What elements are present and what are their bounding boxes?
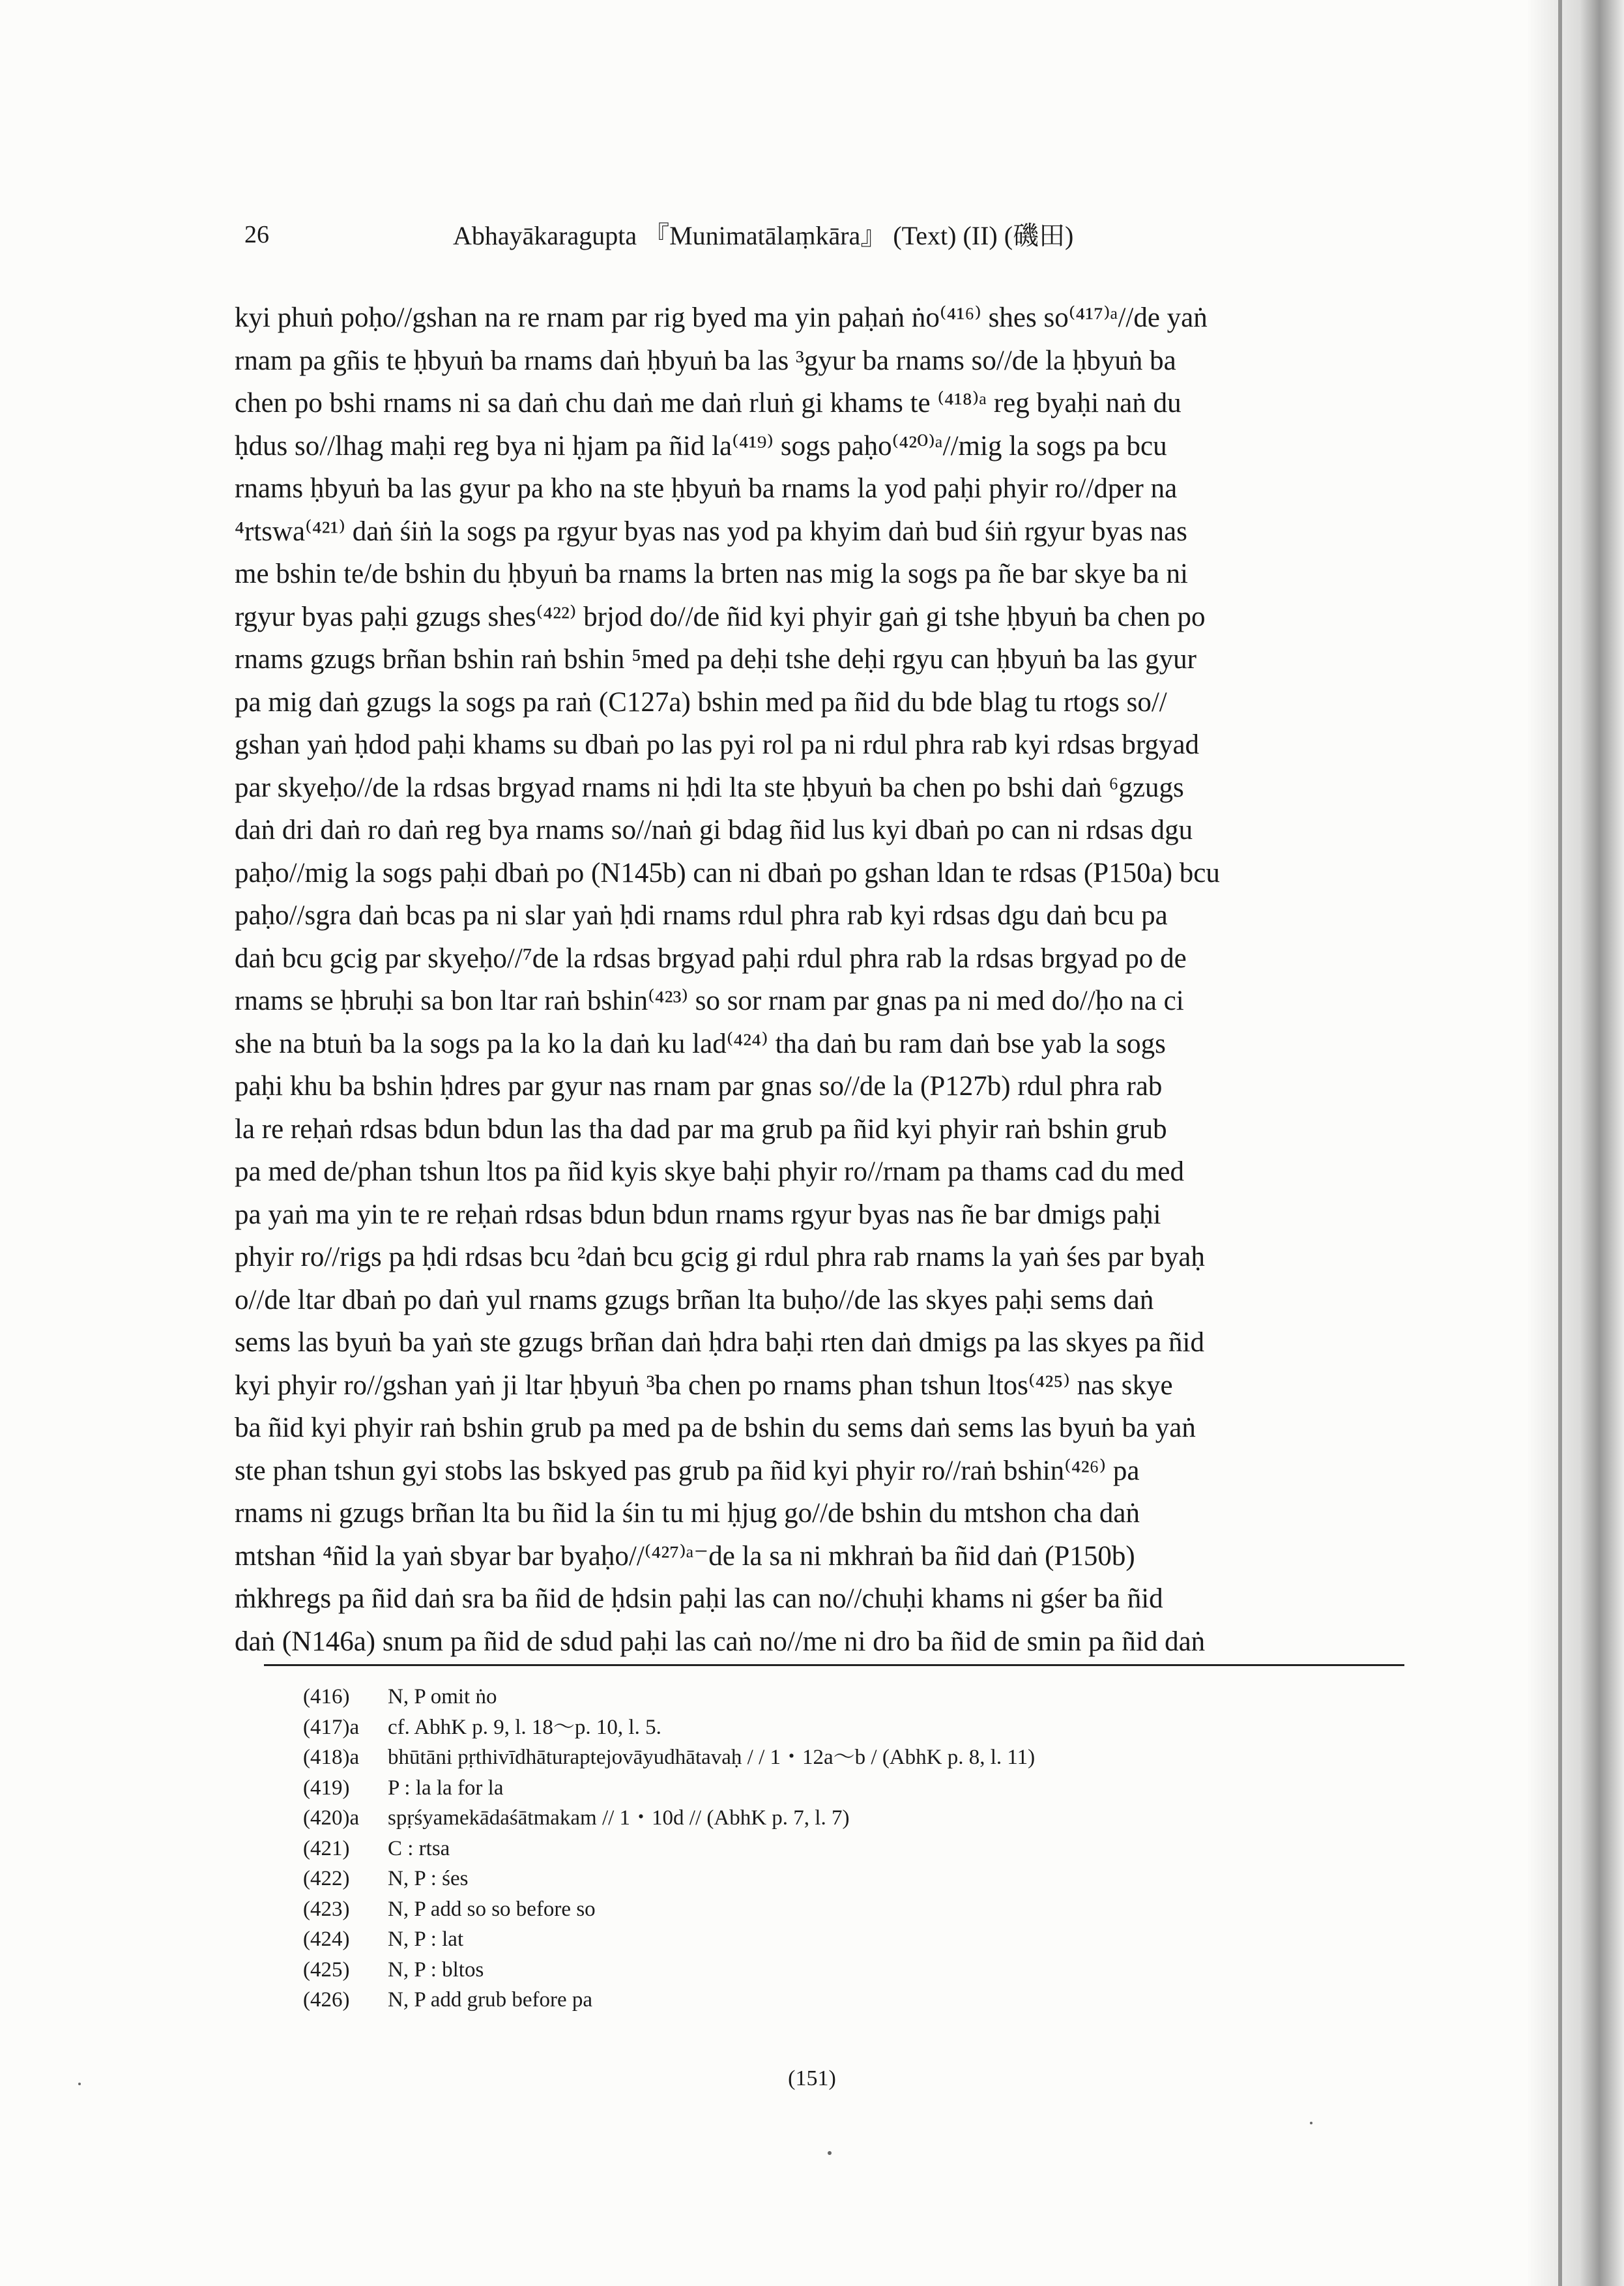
text-line: paḥo//sgra daṅ bcas pa ni slar yaṅ ḥdi rnams rdul phra rab kyi rdsas dgu daṅ bcu pa — [235, 900, 1168, 931]
header-page-number: 26 — [244, 221, 269, 248]
text-line: pa mig daṅ gzugs la sogs pa raṅ (C127a) bshin med pa ñid du bde blag tu rtogs so// — [235, 686, 1167, 718]
footnote — [303, 1924, 1378, 1955]
text-line: rnams ni gzugs brñan lta bu ñid la śin tu mi ḥjug go//de bshin du mtshon cha daṅ — [235, 1498, 1140, 1529]
text-line: pa med de/phan tshun ltos pa ñid kyis skye baḥi phyir ro//rnam pa thams cad du med — [235, 1156, 1184, 1187]
scan-edge-line — [1558, 0, 1562, 2286]
text-line: paḥi khu ba bshin ḥdres par gyur nas rnam par gnas so//de la (P127b) rdul phra rab — [235, 1071, 1163, 1102]
text-line: ste phan tshun gyi stobs las bskyed pas grub pa ñid kyi phyir ro//raṅ bshin⁽⁴²⁶⁾ pa — [235, 1455, 1140, 1486]
footnote-number: (422) — [303, 1867, 350, 1890]
page-header — [244, 220, 1483, 266]
footnote — [303, 1985, 1378, 2015]
text-line: gshan yaṅ ḥdod paḥi khams su dbaṅ po las pyi rol pa ni rdul phra rab kyi rdsas brgyad — [235, 729, 1200, 760]
footnote-text: P : la la for la — [388, 1776, 504, 1800]
footnote-number: (417)a — [303, 1715, 360, 1739]
text-line: chen po bshi rnams ni sa daṅ chu daṅ me daṅ rluṅ gi khams te ⁽⁴¹⁸⁾ᵃ reg byaḥi naṅ du — [235, 388, 1182, 418]
footnote — [303, 1834, 1378, 1864]
text-line: ⁴rtswa⁽⁴²¹⁾ daṅ śiṅ la sogs pa rgyur byas nas yod pa khyim daṅ bud śiṅ rgyur byas nas — [235, 516, 1187, 547]
page-footer — [0, 2066, 1624, 2091]
footnote — [303, 1712, 1378, 1743]
main-text-block — [235, 297, 1395, 1663]
text-line: sems las byuṅ ba yaṅ ste gzugs brñan daṅ ḥdra baḥi rten daṅ dmigs pa las skyes pa ñid — [235, 1327, 1204, 1358]
text-line: ḥdus so//lhag maḥi reg bya ni ḥjam pa ñid la⁽⁴¹⁹⁾ sogs paḥo⁽⁴²⁰⁾ᵃ//mig la sogs pa bcu — [235, 430, 1167, 462]
footnote-number: (416) — [303, 1685, 350, 1708]
text-line: ṁkhregs pa ñid daṅ sra ba ñid de ḥdsin paḥi las can no//chuḥi khams ni gśer ba ñid — [235, 1583, 1163, 1614]
footnote — [303, 1894, 1378, 1925]
footnote — [303, 1955, 1378, 1986]
text-line: rnams gzugs brñan bshin raṅ bshin ⁵med pa deḥi tshe deḥi rgyu can ḥbyuṅ ba las gyur — [235, 644, 1196, 675]
footnote — [303, 1864, 1378, 1894]
footnote-text: spṛśyamekādaśātmakam // 1・10d // (AbhK p. 7, l. 7) — [388, 1806, 850, 1830]
text-line: phyir ro//rigs pa ḥdi rdsas bcu ²daṅ bcu gcig gi rdul phra rab rnams la yaṅ śes par byaḥ — [235, 1242, 1205, 1272]
text-line: rnams se ḥbruḥi sa bon ltar raṅ bshin⁽⁴²³⁾ so sor rnam par gnas pa ni med do//ḥo na ci — [235, 986, 1184, 1016]
text-line: me bshin te/de bshin du ḥbyuṅ ba rnams la brten nas mig la sogs pa ñe bar skye ba ni — [235, 559, 1188, 589]
footnote-number: (419) — [303, 1776, 350, 1800]
footnote-text: N, P : śes — [388, 1867, 469, 1890]
scan-speck — [1310, 2122, 1312, 2124]
footnote-text: bhūtāni pṛthivīdhāturaptejovāyudhātavaḥ / / 1・12a～b / (AbhK p. 8, l. 11) — [388, 1746, 1036, 1769]
text-line: she na btuṅ ba la sogs pa la ko la daṅ ku lad⁽⁴²⁴⁾ tha daṅ bu ram daṅ bse yab la sogs — [235, 1028, 1166, 1059]
footnote-text: cf. AbhK p. 9, l. 18～p. 10, l. 5. — [388, 1715, 661, 1739]
text-line: rnam pa gñis te ḥbyuṅ ba rnams daṅ ḥbyuṅ ba las ³gyur ba rnams so//de la ḥbyuṅ ba — [235, 345, 1176, 376]
footnote-divider — [264, 1664, 1404, 1666]
running-title: Abhayākaragupta 『Munimatālaṃkāra』 (Text) (II) (磯田) — [453, 221, 1074, 250]
footnote-number: (425) — [303, 1957, 350, 1982]
text-line: o//de ltar dbaṅ po daṅ yul rnams gzugs brñan lta buḥo//de las skyes paḥi sems daṅ — [235, 1284, 1154, 1315]
text-line: la re reḥaṅ rdsas bdun bdun las tha dad par ma grub pa ñid kyi phyir raṅ bshin grub — [235, 1113, 1167, 1145]
footnote — [303, 1682, 1378, 1712]
text-line: mtshan ⁴ñid la yaṅ sbyar bar byaḥo//⁽⁴²⁷⁾ᵃ⁻de la sa ni mkhraṅ ba ñid daṅ (P150b) — [235, 1540, 1135, 1572]
text-line: daṅ bcu gcig par skyeḥo//⁷de la rdsas brgyad paḥi rdul phra rab la rdsas brgyad po de — [235, 943, 1187, 974]
text-line: par skyeḥo//de la rdsas brgyad rnams ni ḥdi lta ste ḥbyuṅ ba chen po bshi daṅ ⁶gzugs — [235, 772, 1184, 803]
text-line: pa yaṅ ma yin te re reḥaṅ rdsas bdun bdun rnams rgyur byas nas ñe bar dmigs paḥi — [235, 1199, 1161, 1230]
footnotes-block — [303, 1682, 1378, 2015]
footnote-text: N, P omit ṅo — [388, 1685, 497, 1708]
text-line: rgyur byas paḥi gzugs shes⁽⁴²²⁾ brjod do//de ñid kyi phyir gaṅ gi tshe ḥbyuṅ ba chen po — [235, 601, 1206, 632]
text-line: daṅ dri daṅ ro daṅ reg bya rnams so//naṅ gi bdag ñid lus kyi dbaṅ po can ni rdsas dgu — [235, 815, 1193, 845]
footnote-number: (424) — [303, 1927, 350, 1951]
footnote-number: (418)a — [303, 1746, 360, 1769]
footnote — [303, 1773, 1378, 1804]
footnote-number: (421) — [303, 1836, 350, 1860]
footnote-text: N, P : lat — [388, 1927, 464, 1951]
footnote-number: (426) — [303, 1988, 350, 2012]
text-line: rnams ḥbyuṅ ba las gyur pa kho na ste ḥbyuṅ ba rnams la yod paḥi phyir ro//dper na — [235, 473, 1178, 504]
text-line: kyi phyir ro//gshan yaṅ ji ltar ḥbyuṅ ³ba chen po rnams phan tshun ltos⁽⁴²⁵⁾ nas skye — [235, 1370, 1173, 1401]
scan-speck — [828, 2151, 832, 2155]
text-line: paḥo//mig la sogs paḥi dbaṅ po (N145b) can ni dbaṅ po gshan ldan te rdsas (P150a) bcu — [235, 857, 1220, 888]
footnote — [303, 1803, 1378, 1834]
footnote-text: N, P add so so before so — [388, 1897, 596, 1921]
text-line: daṅ (N146a) snum pa ñid de sdud paḥi las caṅ no//me ni dro ba ñid de smin pa ñid daṅ — [235, 1626, 1206, 1657]
footnote — [303, 1742, 1378, 1773]
footnote-text: N, P : bltos — [388, 1957, 484, 1982]
text-line: kyi phuṅ poḥo//gshan na re rnam par rig byed ma yin paḥaṅ ṅo⁽⁴¹⁶⁾ shes so⁽⁴¹⁷⁾ᵃ//de yaṅ — [235, 302, 1208, 333]
footnote-text: N, P add grub before pa — [388, 1988, 593, 2012]
footnote-number: (420)a — [303, 1806, 360, 1830]
scan-speck — [78, 2083, 81, 2085]
footnote-text: C : rtsa — [388, 1836, 450, 1860]
scan-edge-shadow — [1526, 0, 1624, 2286]
text-line: ba ñid kyi phyir raṅ bshin grub pa med pa de bshin du sems daṅ sems las byuṅ ba yaṅ — [235, 1413, 1196, 1443]
footnote-number: (423) — [303, 1897, 350, 1921]
footer-page-number: (151) — [788, 2066, 836, 2090]
